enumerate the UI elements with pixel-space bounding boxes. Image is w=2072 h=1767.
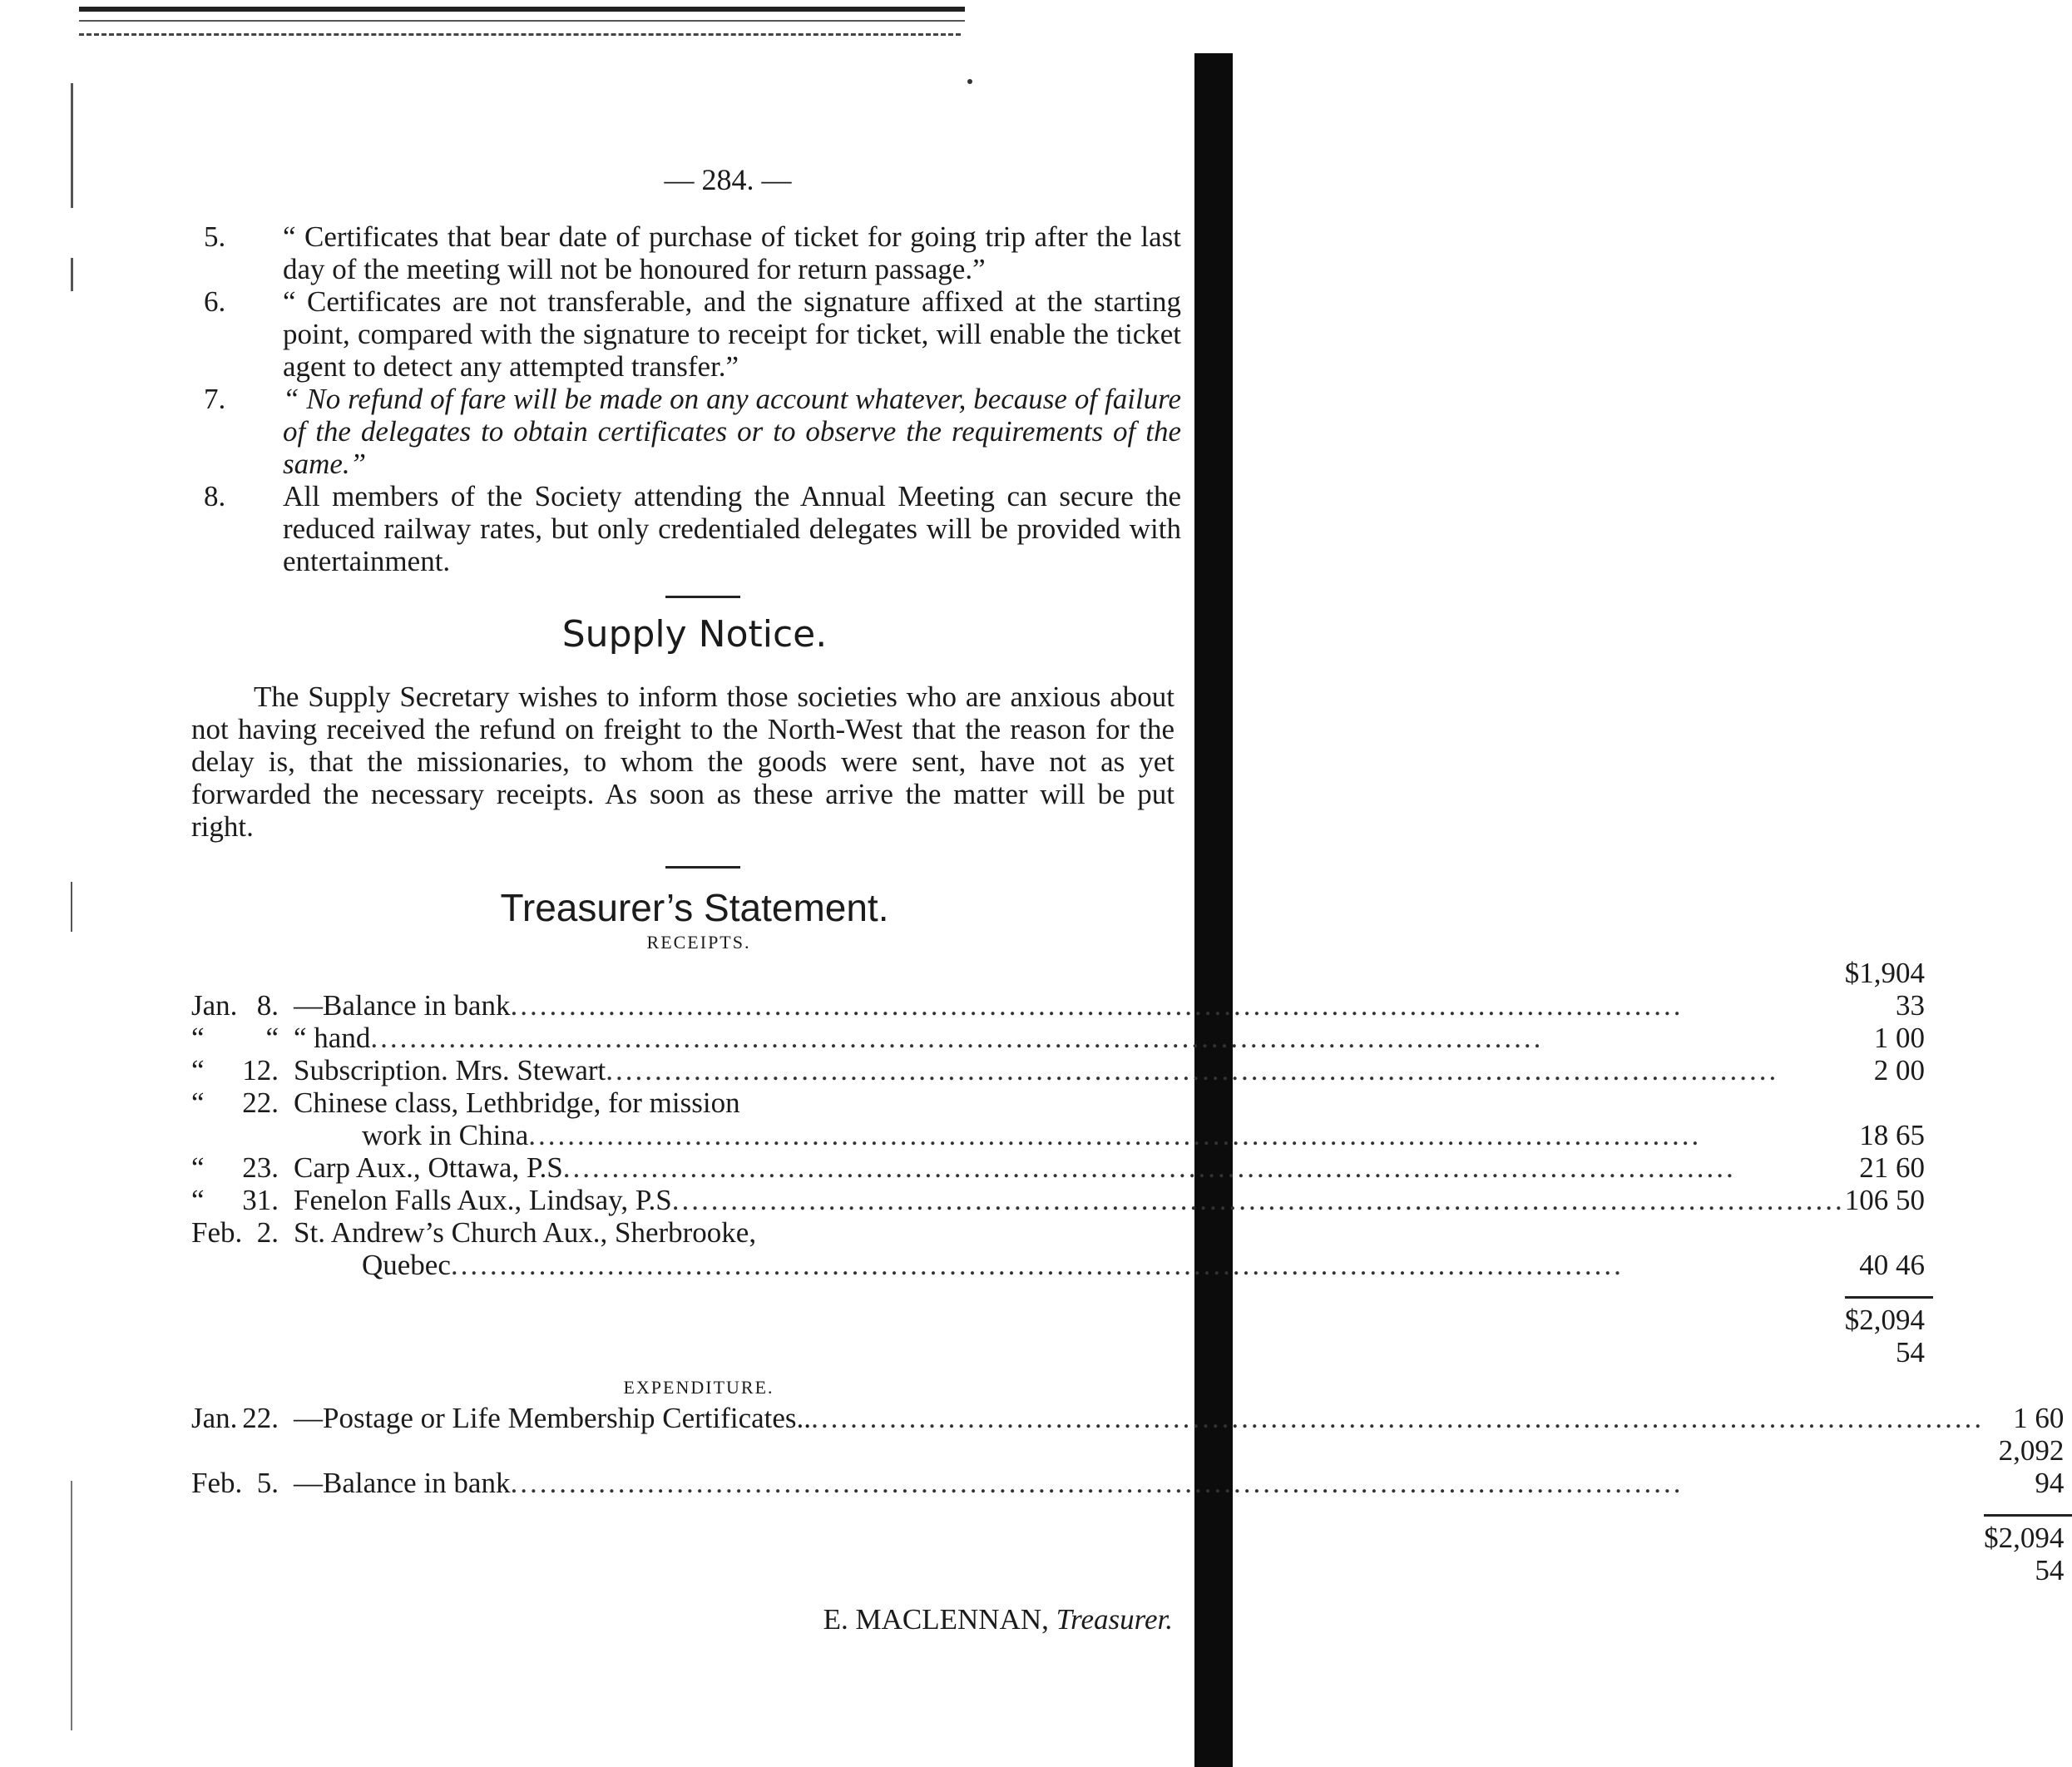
entry-day: “ bbox=[265, 1022, 279, 1054]
entry-description: —Postage or Life Membership Certificates.. bbox=[294, 1402, 812, 1434]
total-amount: $2,094 54 bbox=[1984, 1516, 2072, 1587]
entry-month: Feb. bbox=[191, 1216, 243, 1249]
page-number: — 284. — bbox=[664, 163, 792, 196]
entry-description: Fenelon Falls Aux., Lindsay, P.S bbox=[294, 1184, 672, 1216]
table-row bbox=[191, 1086, 1933, 1119]
entry-month: Jan. bbox=[191, 1402, 238, 1434]
treasurer-signature bbox=[191, 1603, 1181, 1636]
entry-day: 2. bbox=[256, 1216, 279, 1249]
entry-day: 23. bbox=[242, 1151, 279, 1184]
expenditure-table bbox=[191, 1402, 2072, 1586]
entry-description-cell bbox=[294, 1054, 1845, 1086]
margin-mark bbox=[71, 83, 73, 208]
section-divider bbox=[665, 866, 740, 869]
entry-amount: 1 60 bbox=[2013, 1402, 2065, 1434]
leader-dots: ........................................................................................................................ bbox=[370, 1022, 1544, 1054]
table-row bbox=[191, 1402, 2072, 1434]
leader-dots: ........................................................................................................................ bbox=[606, 1054, 1779, 1086]
section-divider bbox=[665, 596, 740, 598]
leader-dots: ........................................................................................................................ bbox=[510, 1467, 1684, 1499]
item-text: “ Certificates are not transferable, and the signature affixed at the starting point, compared with the signature to receipt for ticket, will enable the ticket agent to detect any attempted transfer.” bbox=[283, 285, 1181, 383]
margin-mark bbox=[71, 882, 72, 932]
margin-mark bbox=[71, 1481, 72, 1730]
entry-amount: $1,904 33 bbox=[1844, 957, 1925, 1022]
item-number: 8. bbox=[204, 480, 226, 512]
entry-amount: 21 60 bbox=[1859, 1151, 1925, 1184]
entry-description-cell bbox=[294, 1216, 1845, 1249]
leader-dots: ........................................................................................................................ bbox=[811, 1402, 1985, 1434]
entry-month: “ bbox=[191, 1184, 205, 1216]
entry-description-continued: Quebec bbox=[362, 1249, 451, 1281]
list-item bbox=[191, 285, 1181, 383]
entry-description: —Balance in bank bbox=[294, 1467, 511, 1499]
entry-month: “ bbox=[191, 1054, 205, 1086]
entry-description-cell bbox=[294, 1184, 1845, 1216]
item-number: 6. bbox=[204, 285, 226, 318]
leader-dots: ........................................................................................................................ bbox=[671, 1184, 1845, 1216]
entry-day: 22. bbox=[242, 1086, 279, 1119]
entry-day: 31. bbox=[242, 1184, 279, 1216]
table-row bbox=[191, 1151, 1933, 1184]
total-amount: $2,094 54 bbox=[1845, 1298, 1933, 1369]
item-number: 5. bbox=[204, 220, 226, 253]
entry-description-cell bbox=[294, 1151, 1845, 1184]
entry-day: 12. bbox=[242, 1054, 279, 1086]
entry-amount: 106 50 bbox=[1844, 1184, 1925, 1216]
receipts-table bbox=[191, 957, 1933, 1369]
entry-description: “ hand bbox=[294, 1022, 371, 1054]
entry-description: Chinese class, Lethbridge, for mission bbox=[294, 1086, 740, 1119]
item-text: “ No refund of fare will be made on any account whatever, because of failure of the delegates to obtain certificates or to observe the requirements of the same.” bbox=[283, 383, 1181, 480]
entry-amount: 1 00 bbox=[1873, 1022, 1925, 1054]
supply-notice-heading: Supply Notice. bbox=[561, 613, 828, 656]
item-text: All members of the Society attending the Annual Meeting can secure the reduced railway rates, but only credentialed delegates will be provided with entertainment. bbox=[283, 480, 1181, 577]
table-row bbox=[191, 1216, 1933, 1249]
entry-description-cell bbox=[294, 957, 1845, 1022]
entry-month: “ bbox=[191, 1151, 205, 1184]
signature-role: Treasurer. bbox=[1056, 1603, 1173, 1636]
entry-description: Carp Aux., Ottawa, P.S bbox=[294, 1151, 563, 1184]
document-page bbox=[191, 162, 2065, 1636]
margin-mark bbox=[71, 258, 73, 291]
table-row bbox=[191, 1022, 1933, 1054]
list-item bbox=[191, 383, 1181, 480]
table-row-continuation bbox=[191, 1119, 1933, 1151]
rules-list bbox=[191, 220, 1181, 577]
expenditure-total-row bbox=[191, 1516, 2072, 1587]
top-border-rule-secondary bbox=[79, 33, 961, 36]
entry-month: “ bbox=[191, 1022, 205, 1054]
entry-description-cell bbox=[294, 1022, 1845, 1054]
leader-dots: ........................................................................................................................ bbox=[510, 989, 1684, 1022]
entry-description-cell bbox=[294, 1402, 1984, 1434]
entry-amount: 18 65 bbox=[1859, 1119, 1925, 1151]
entry-amount: 2,092 94 bbox=[1998, 1434, 2065, 1499]
entry-description-cell bbox=[294, 1086, 1845, 1119]
table-row bbox=[191, 1184, 1933, 1216]
entry-description-cell bbox=[294, 1434, 1984, 1499]
entry-month: Feb. bbox=[191, 1467, 243, 1499]
leader-dots: ........................................................................................................................ bbox=[450, 1249, 1624, 1281]
expenditure-label: EXPENDITURE. bbox=[623, 1377, 774, 1398]
table-row bbox=[191, 1054, 1933, 1086]
leader-dots: ........................................................................................................................ bbox=[562, 1151, 1736, 1184]
entry-description: Subscription. Mrs. Stewart bbox=[294, 1054, 606, 1086]
table-row bbox=[191, 1434, 2072, 1499]
supply-notice-body: The Supply Secretary wishes to inform those societies who are anxious about not having received the refund on freight to the North-West that the reason for the delay is, that the missionaries, to whom the goods were sent, have not as yet forwarded the necessary receipts. As soon as these arrive the matter will be put right. bbox=[191, 681, 1174, 843]
receipts-label: RECEIPTS. bbox=[646, 932, 751, 953]
entry-month: Jan. bbox=[191, 989, 238, 1022]
entry-description: —Balance in bank bbox=[294, 989, 511, 1022]
item-number: 7. bbox=[204, 383, 226, 415]
entry-month: “ bbox=[191, 1086, 205, 1119]
entry-amount: 2 00 bbox=[1873, 1054, 1925, 1086]
table-row-continuation bbox=[191, 1249, 1933, 1281]
item-text: “ Certificates that bear date of purchase of ticket for going trip after the last day of the meeting will not be honoured for return passage.” bbox=[283, 220, 1181, 285]
entry-description-continued: work in China bbox=[362, 1119, 529, 1151]
entry-day: 22. bbox=[242, 1402, 279, 1434]
entry-description: St. Andrew’s Church Aux., Sherbrooke, bbox=[294, 1216, 757, 1249]
list-item bbox=[191, 220, 1181, 285]
scan-speck bbox=[967, 79, 972, 84]
signature-name: E. MACLENNAN, bbox=[823, 1603, 1049, 1636]
entry-amount: 40 46 bbox=[1859, 1249, 1925, 1281]
receipts-total-row bbox=[191, 1298, 1933, 1369]
table-row bbox=[191, 957, 1933, 1022]
top-border-rule bbox=[79, 7, 965, 22]
entry-day: 5. bbox=[256, 1467, 279, 1499]
entry-day: 8. bbox=[256, 989, 279, 1022]
treasurer-statement-heading: Treasurer’s Statement. bbox=[500, 886, 889, 929]
list-item bbox=[191, 480, 1181, 577]
leader-dots: ........................................................................................................................ bbox=[528, 1119, 1702, 1151]
